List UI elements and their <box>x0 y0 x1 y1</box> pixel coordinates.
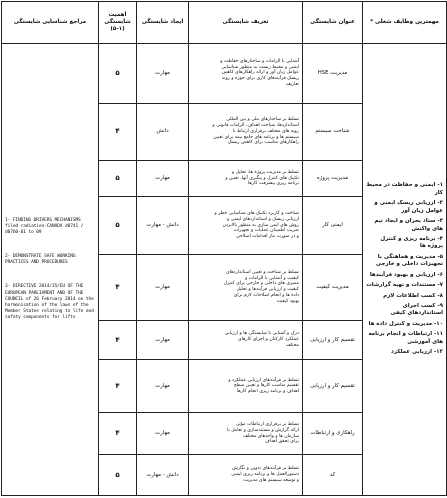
description-line: روش های ایمن سازی به منظور بالابردن <box>222 222 299 228</box>
description-line: تکنیک های کنترل و پیگیری آنها، تعیین و <box>225 175 299 181</box>
competency-importance: ۵ <box>99 455 137 496</box>
description-line: تسلط بر شناخت و تعیین استانداردهای <box>226 269 299 275</box>
description-line: و توسعه سیستم های مدیریت <box>243 477 299 483</box>
standard-item: ۷- مستندات و تهیه گزارشات <box>366 282 443 289</box>
competency-importance: ۴ <box>99 360 137 413</box>
description-line: رویه های مختلف برقراری ارتباط با <box>232 128 299 134</box>
competency-importance: ۵ <box>99 44 137 104</box>
header-acquisition: ایجاد شایستگی <box>137 2 189 44</box>
competency-description <box>189 413 303 455</box>
standard-item: ۳- ستاد بحران و ایجاد تیم های واکنش <box>374 218 443 232</box>
description-line: شناخت و کاربرد تکنیک های شناسایی خطر و <box>214 211 299 217</box>
header-description: تعریف شایستگی <box>189 2 303 44</box>
standard-item: ۱۰- مدیریت و کنترل داده ها <box>368 320 443 327</box>
competency-description <box>189 103 303 160</box>
table-row <box>2 44 447 104</box>
competency-description <box>189 254 303 320</box>
competency-title: ایمنی کار <box>303 197 363 254</box>
description-line: عملکرد کارکنان و اجرای کارهای <box>238 337 299 343</box>
description-line: کیفیت و آشنایی با الزامات و <box>245 275 299 281</box>
competency-acquisition: دانش - مهارت <box>137 455 189 496</box>
standard-item: ۲- ارزیابی ریسک ایمنی و عوامل زیان آور <box>374 200 443 214</box>
header-importance: اهمیت شایستگی (۱-۵) <box>99 2 137 44</box>
competency-importance: ۴ <box>99 413 137 455</box>
competency-acquisition: مهارت <box>137 160 189 196</box>
standard-item: ۹- کسب اجرای استانداردهای کیفی <box>390 302 443 317</box>
competency-acquisition: مهارت <box>137 413 189 455</box>
competency-importance: ۵ <box>99 197 137 254</box>
competency-title: راهکاری و ارتباطات <box>303 413 363 455</box>
description-line: مختلف <box>285 342 299 348</box>
standard-item: ۴- برنامه ریزی و کنترل پروژه ها <box>380 236 443 250</box>
competency-table <box>1 1 447 496</box>
description-line: سازمان ها و واحدهای مختلف <box>243 433 299 439</box>
standard-item: ۱۱- ارتباطات و انجام برنامه های آموزشی <box>368 331 443 345</box>
description-line: درک و آشنایی با شایستگی ها و ارزیابی <box>224 331 299 337</box>
competency-description <box>189 44 303 104</box>
references-cell <box>2 44 99 496</box>
competency-title: تقسیم کار و ارزیابی <box>303 360 363 413</box>
description-line: دستورالعمل ها و برنامه ریزی ایمنی <box>231 472 299 478</box>
description-line: ریسک فرآیندهای کاری برای حوزه و روند <box>221 76 299 82</box>
standards-cell <box>363 44 447 496</box>
competency-importance: ۴ <box>99 103 137 160</box>
standard-item: ۵- مدیریت و هماهنگی با تجهیزات داخلی و خارجی <box>375 253 443 268</box>
competency-acquisition: دانش <box>137 103 189 160</box>
competency-acquisition: مهارت <box>137 44 189 104</box>
description-line: ارزیابی ریسک و استانداردهای ایمنی و <box>227 216 299 222</box>
description-line: ضریب اطمینان عملیات و تجهیزات <box>233 228 299 234</box>
description-line: سیستم ها و برنامه های جامع بیمه برای تعیین <box>213 134 299 140</box>
competency-title: تقسیم کار و ارزیابی <box>303 320 363 360</box>
description-line: داده ها و انجام اصلاحات لازم برای <box>233 292 299 298</box>
standard-item: ۱- ایمنی و حفاظت در محیط کار <box>366 182 443 196</box>
description-line: تسلط بر مدیریت پروژه ها، تحلیل و <box>231 169 299 175</box>
competency-acquisition: مهارت <box>137 254 189 320</box>
competency-description <box>189 197 303 254</box>
header-references: مراجع شناسایی شایستگی <box>2 2 99 44</box>
competency-importance: ۴ <box>99 254 137 320</box>
table-body <box>2 44 447 496</box>
description-line: راهکارهای مناسب برای کاهش ریسک <box>227 140 299 146</box>
header-standards: مهمترین وظایف شغلی * <box>363 2 447 44</box>
competency-importance: ۵ <box>99 160 137 196</box>
competency-description <box>189 360 303 413</box>
reference-item: 2- DEMONSTRATE SAFE WORKING PRACTICES AND PROCEDURES <box>5 254 76 266</box>
competency-title: کد <box>303 455 363 496</box>
description-line: عوامل زیان آور و ارائه راهکارهای کاهش <box>221 70 299 76</box>
standard-item: ۸- کسب اطلاعات لازم <box>383 292 443 299</box>
reference-item: 1- FINDING DRIVERS MECHANISMS filed radiation-CANADA d0741 / d0760-01 to 09 <box>5 218 84 236</box>
reference-item: 3- DIRECTIVE 2014/35/EU OF THE EUROPEAN PARLIAMENT AND OF THE COUNCIL of 26 February 2014 on the harmonisation of the laws of the Member States relating to life and safety components for lifts <box>5 284 94 320</box>
description-line: کیفیت و ارزیابی فرآیندها و تحلیل <box>236 287 299 293</box>
competency-title: مدیریت HSE <box>303 44 363 104</box>
description-line: تعاریف <box>285 81 299 87</box>
description-line: ارائه گزارش و مستندسازی و تعامل با <box>227 427 299 433</box>
header-title: عنوان شایستگی <box>303 2 363 44</box>
competency-description <box>189 320 303 360</box>
standard-item: ۶- ارزیابی و بهبود فرآیندها <box>369 271 443 278</box>
description-line: تسلط بر فرآیندهای تدوین و نگارش <box>232 466 299 472</box>
description-line: برای تحقق اهداف <box>264 439 299 445</box>
competency-title: شناخت سیستم <box>303 103 363 160</box>
description-line: تسلط بر ساختارهای ملی و بین المللی <box>226 117 299 123</box>
competency-title: مدیریت پروژه <box>303 160 363 196</box>
description-line: برنامه ریزی پیشرفت کارها <box>247 181 299 187</box>
description-line: تسلط بر فرآیندهای ارزیابی عملکرد و <box>228 377 299 383</box>
description-line: تقسیم مناسب کارها و تعیین سطح <box>233 383 299 389</box>
description-line: اهداف و برنامه ریزی انجام کارها <box>236 389 299 395</box>
description-line: ایمنی و محیط زیست به منظور شناسایی <box>221 64 299 70</box>
header-row <box>2 2 447 44</box>
competency-acquisition: دانش - مهارت <box>137 197 189 254</box>
description-line: آشنایی با الزامات و ساختارهای حفاظت و <box>220 58 299 64</box>
description-line: استانداردها، شناخت اهداف، الزامات قانونی و <box>212 123 299 129</box>
competency-acquisition: مهارت <box>137 320 189 360</box>
competency-acquisition: مهارت <box>137 360 189 413</box>
competency-importance: ۴ <box>99 320 137 360</box>
competency-description <box>189 160 303 196</box>
description-line: تسلط بر برقراری ارتباطات مؤثر، <box>235 422 299 428</box>
description-line: بهبود کیفیت <box>276 298 299 304</box>
competency-description <box>189 455 303 496</box>
standard-item: ۱۲- ارزیابی عملکرد <box>391 349 443 356</box>
description-line: و در صورت نیاز اقدامات اصلاحی <box>236 233 299 239</box>
competency-title: مدیریت کیفیت <box>303 254 363 320</box>
document-page <box>1 1 446 496</box>
description-line: ممیزی های داخلی و خارجی برای کنترل <box>223 281 299 287</box>
